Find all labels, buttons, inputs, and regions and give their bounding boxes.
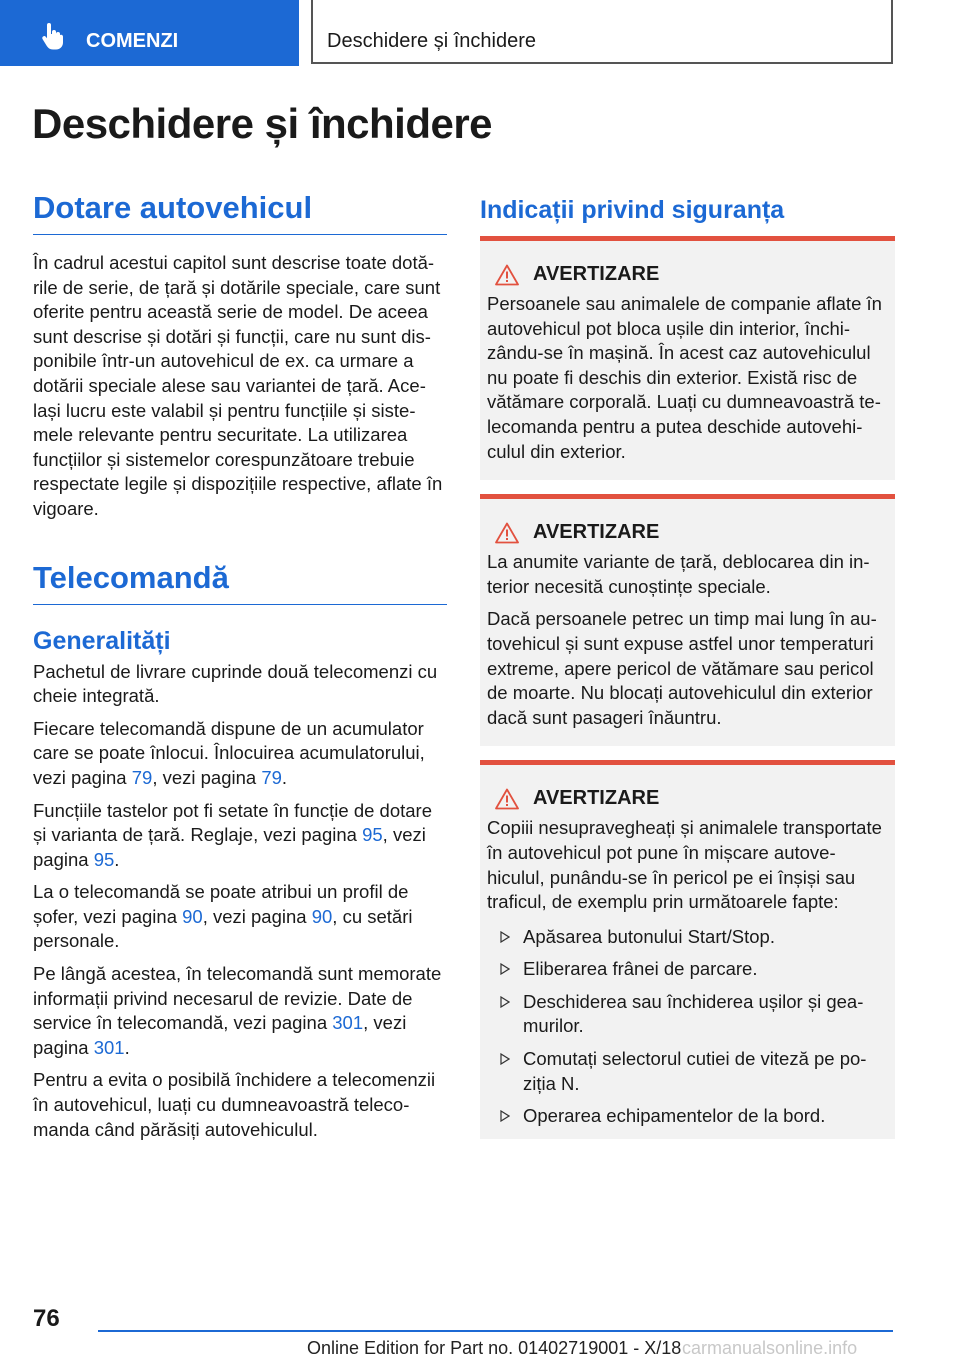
warning-title: AVERTIZARE (533, 521, 660, 544)
paragraph-dotare: În cadrul acestui capitol sunt descrise toate dotările de serie, de țară și dotările speciale, care sunt oferite pentru această serie de model. De aceea sunt descrise și dotări și funcții, care nu sunt disponibile într-un autovehicul de ex. ca urmare a dotării speciale alese sau variantei de țară. Același lucru este valabil și pentru funcțiile și sistemele relevante pentru securitate. La utilizarea funcțiilor și sistemelor corespunzătoare trebuie respectate legile și dispozițiile respective, aflate în vigoare. (33, 252, 443, 519)
right-column (480, 190, 895, 1139)
list-item (487, 1047, 885, 1096)
warning-header (487, 787, 885, 810)
bullet-triangle-icon (500, 931, 510, 943)
bullet-triangle-icon (500, 963, 510, 975)
list-item (487, 957, 885, 982)
page-title: Deschidere și închidere (32, 100, 493, 147)
list-item-text: Deschiderea sau închiderea ușilor și geamurilor. (523, 990, 864, 1037)
text-run: , cu setări personale. (33, 905, 413, 952)
warning-text: Dacă persoanele petrec un timp mai lung în autovehicul și sunt expuse astfel unor temperaturi extreme, apere pericol de vătămare sau pericol de moarte. Nu blocați autovehiculul din exterior dacă sunt pasageri înăuntru. (487, 608, 877, 728)
list-item (487, 925, 885, 950)
warning-box-2 (480, 494, 895, 746)
text-run: La o telecomandă se poate atribui un profil de șofer, vezi pagina (33, 881, 409, 927)
page-link[interactable]: 301 (93, 1036, 125, 1058)
footer-edition: Online Edition for Part no. 01402719001 - X/18 (307, 1338, 682, 1358)
text-run: , vezi pagina (152, 766, 262, 788)
bullet-triangle-icon (500, 1110, 510, 1122)
paragraph-profil-sofer (33, 880, 447, 954)
warning-triangle-icon (495, 264, 519, 286)
warning-text: Copiii nesupravegheați și animalele transportate în autovehicul pot pune în mișcare autovehiculul, punându-se în pericol pe ei înșiși sau traficul, de exemplu prin următoarele fapte: (487, 817, 882, 913)
page-link[interactable]: 79 (261, 766, 282, 788)
warning-header (487, 263, 885, 286)
text-run: . (281, 766, 288, 788)
page-link[interactable]: 301 (332, 1012, 364, 1034)
page-header (0, 0, 960, 66)
section-tab[interactable] (0, 0, 299, 66)
warning-triangle-icon (495, 788, 519, 810)
paragraph-evitare-inchidere: Pentru a evita o posibilă închidere a telecomenzii în autovehicul, luați cu dumneavoastră telecomanda când părăsiți autovehiculul. (33, 1069, 436, 1140)
page-number: 76 (33, 1305, 60, 1332)
page-link[interactable]: 90 (311, 905, 333, 927)
bullet-triangle-icon (500, 1053, 510, 1065)
warning-title: AVERTIZARE (533, 787, 660, 810)
warning-box-3 (480, 760, 895, 1139)
heading-telecomanda: Telecomandă (33, 560, 447, 605)
heading-dotare-autovehicul: Dotare autovehicul (33, 190, 447, 235)
page-link[interactable]: 90 (182, 905, 203, 927)
hand-pointer-icon (38, 22, 66, 50)
text-run: . (114, 848, 120, 870)
warning-text: La anumite variante de țară, deblocarea din interior necesită cunoștințe speciale. (487, 551, 870, 597)
footer-divider (98, 1330, 893, 1332)
section-label: COMENZI (86, 30, 179, 52)
list-item (487, 1104, 885, 1129)
text-run: Fiecare telecomandă dispune de un acumulator care se poate înlocui. Înlocuirea acumulatorului, vezi pagina (33, 717, 425, 788)
text-run: Funcțiile tastelor pot fi setate în funcție de dotare și varianta de țară. Reglaje, vezi pagina (33, 799, 433, 846)
list-item-text: Eliberarea frânei de parcare. (523, 958, 758, 980)
bullet-list (487, 925, 885, 1129)
bullet-triangle-icon (500, 996, 510, 1008)
text-run: Pe lângă acestea, în telecomandă sunt memorate informații privind necesarul de revizie. Date de service în telecomandă, vezi pagina (33, 963, 442, 1034)
paragraph-functii-taste (33, 799, 447, 873)
list-item (487, 990, 885, 1039)
text-run: , vezi pagina (33, 824, 426, 870)
footer-watermark: carmanualsonline.info (682, 1338, 858, 1358)
page-link[interactable]: 95 (362, 824, 383, 846)
list-item-text: Apăsarea butonului Start/Stop. (523, 925, 775, 947)
page-link[interactable]: 95 (93, 848, 115, 870)
heading-indicatii-siguranta: Indicații privind siguranța (480, 196, 785, 224)
list-item-text: Comutați selectorul cutiei de viteză pe poziția N. (523, 1048, 867, 1094)
list-item-text: Operarea echipamentelor de la bord. (523, 1105, 826, 1127)
warning-text: Persoanele sau animalele de companie aflate în autovehicul pot bloca ușile din interior, închizându-se în mașină. În acest caz autovehiculul nu poate fi deschis din exterior. Există risc de vătămare corporală. Luați cu dumneavoastră telecomanda pentru a putea deschide autovehiculul din exterior. (487, 293, 882, 462)
warning-triangle-icon (495, 522, 519, 544)
breadcrumb-label: Deschidere și închidere (327, 30, 536, 52)
warning-box-1 (480, 236, 895, 480)
paragraph-revizie (33, 962, 447, 1060)
text-run: . (124, 1036, 130, 1058)
breadcrumb (311, 0, 893, 64)
page-link[interactable]: 79 (131, 766, 153, 788)
text-run: , vezi pagina (202, 905, 312, 927)
heading-generalitati: Generalități (33, 626, 171, 655)
paragraph-pachet: Pachetul de livrare cuprinde două telecomenzi cu cheie integrată. (33, 660, 438, 707)
warning-header (487, 521, 885, 544)
paragraph-acumulator (33, 717, 447, 791)
left-column (33, 190, 447, 1142)
warning-title: AVERTIZARE (533, 263, 660, 285)
text-run: , vezi pagina (33, 1012, 407, 1058)
